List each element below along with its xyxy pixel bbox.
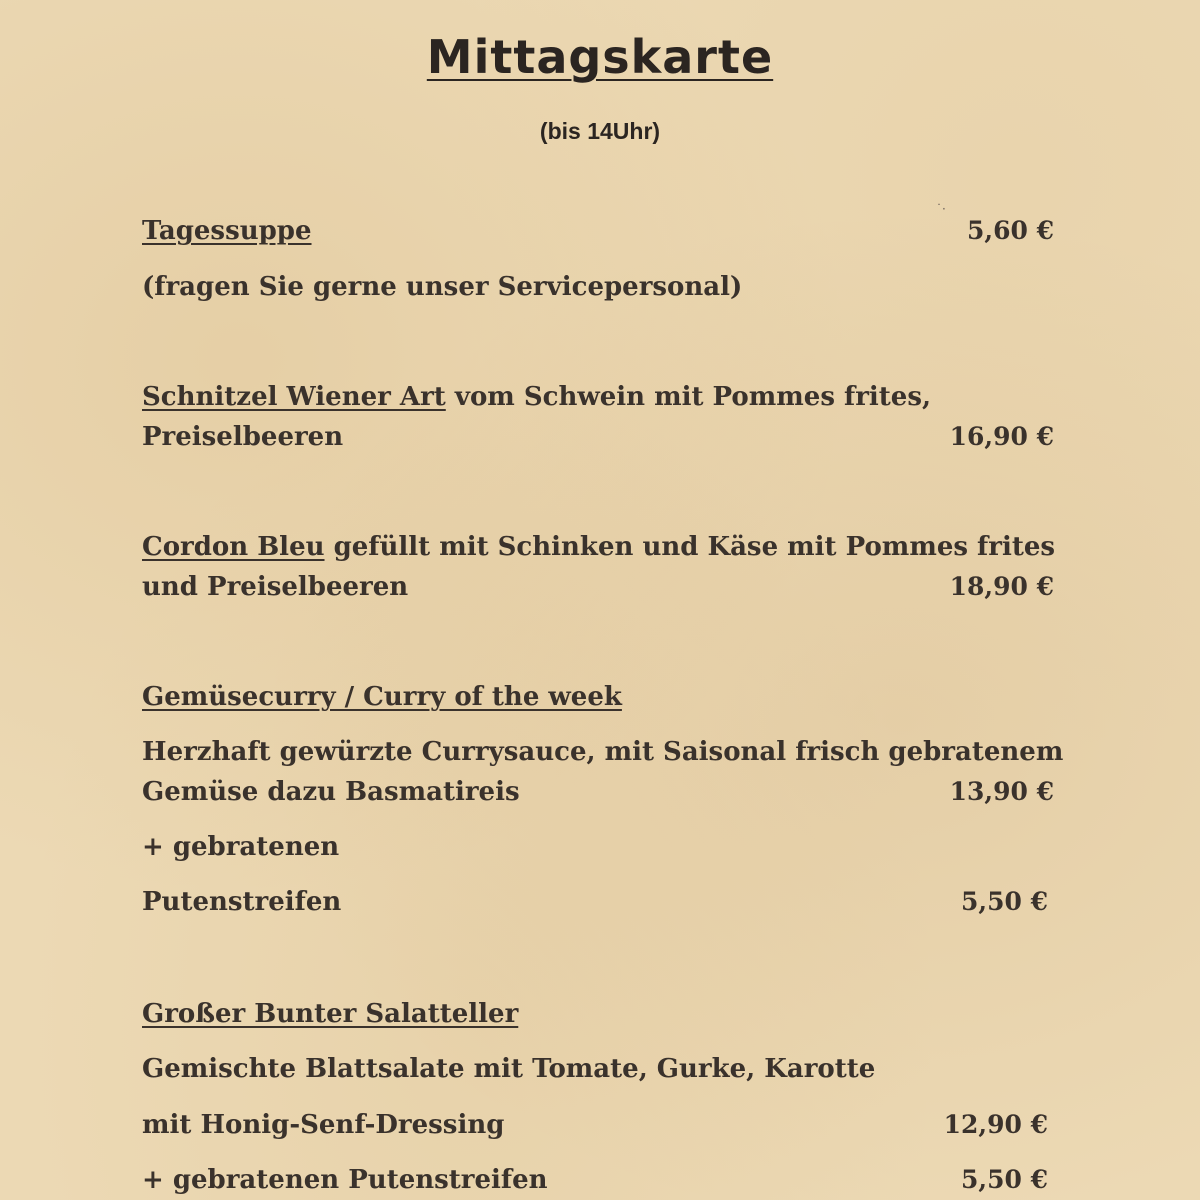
item-line-cordon-bleu-2: und Preiselbeeren: [142, 572, 409, 602]
extra-line-curry-1: + gebratenen: [142, 832, 340, 862]
item-line-schnitzel-1: [142, 381, 931, 413]
item-name-schnitzel: Schnitzel Wiener Art: [142, 382, 446, 412]
extra-price-salatteller: 5,50 €: [961, 1165, 1048, 1194]
item-line-salatteller-1: Gemischte Blattsalate mit Tomate, Gurke, Karotte: [142, 1054, 876, 1084]
price-salatteller: 12,90 €: [943, 1110, 1048, 1139]
price-curry: 13,90 €: [949, 777, 1054, 806]
item-line-cordon-bleu-1: [142, 531, 1055, 563]
item-description-cordon-bleu: gefüllt mit Schinken und Käse mit Pommes frites: [324, 532, 1056, 562]
item-description-tagessuppe: (fragen Sie gerne unser Servicepersonal): [142, 272, 743, 302]
menu-title: Mittagskarte: [426, 30, 774, 84]
item-name-tagessuppe: Tagessuppe: [142, 216, 312, 246]
extra-line-curry-2: Putenstreifen: [142, 887, 342, 917]
item-description-schnitzel: vom Schwein mit Pommes frites,: [445, 382, 932, 412]
item-name-curry: Gemüsecurry / Curry of the week: [142, 682, 622, 712]
price-schnitzel: 16,90 €: [949, 422, 1054, 451]
price-cordon-bleu: 18,90 €: [949, 572, 1054, 601]
extra-price-curry: 5,50 €: [961, 887, 1048, 916]
price-tagessuppe: 5,60 €: [967, 216, 1054, 245]
item-line-curry-2: Gemüse dazu Basmatireis: [142, 777, 520, 807]
extra-line-salatteller: + gebratenen Putenstreifen: [142, 1165, 548, 1195]
item-line-salatteller-2: mit Honig-Senf-Dressing: [142, 1110, 505, 1140]
item-name-cordon-bleu: Cordon Bleu: [142, 532, 325, 562]
paper-speck: ˙·: [936, 202, 946, 216]
item-line-curry-1: Herzhaft gewürzte Currysauce, mit Saisonal frisch gebratenem: [142, 737, 1064, 767]
menu-subtitle: (bis 14Uhr): [539, 118, 661, 144]
item-name-salatteller: Großer Bunter Salatteller: [142, 999, 519, 1029]
item-line-schnitzel-2: Preiselbeeren: [142, 422, 344, 452]
